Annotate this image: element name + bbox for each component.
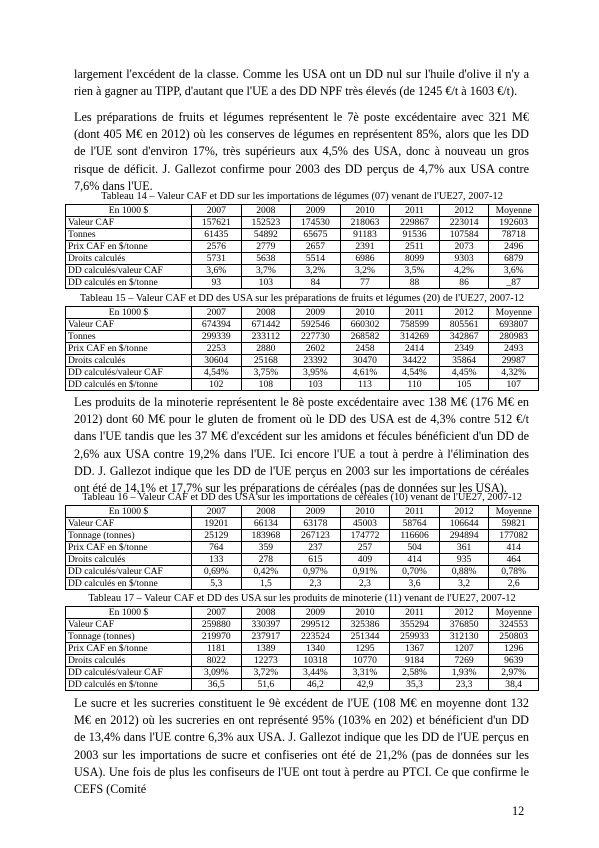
table-header-row bbox=[66, 607, 539, 619]
header-unit-cell: En 1000 $ bbox=[66, 205, 192, 217]
value-cell: 157621 bbox=[192, 217, 242, 229]
value-cell: 0,78% bbox=[489, 566, 539, 578]
value-cell: 9639 bbox=[489, 655, 539, 667]
value-cell: 237 bbox=[291, 542, 341, 554]
table-caption: Tableau 15 – Valeur CAF et DD des USA sur les préparations de fruits et légumes (20) de l'UE27, 2007-12 bbox=[79, 293, 525, 304]
paragraph-olive-oil: largement l'excédent de la classe. Comme les USA ont un DD nul sur l'huile d'olive il n'y a rien à gagner au TIPP, d'autant que l'UE a des DD NPF très élevés (de 1245 €/t à 1603 €/t). bbox=[74, 67, 529, 99]
row-label-cell: Droits calculés bbox=[66, 253, 192, 265]
value-cell: 361 bbox=[439, 542, 489, 554]
header-year-cell: 2009 bbox=[291, 607, 341, 619]
header-year-cell: 2008 bbox=[241, 205, 291, 217]
value-cell: 88 bbox=[390, 277, 440, 289]
row-label-cell: Prix CAF en $/tonne bbox=[66, 643, 192, 655]
header-year-cell: 2012 bbox=[439, 205, 489, 217]
value-cell: 376850 bbox=[439, 619, 489, 631]
header-unit-cell: En 1000 $ bbox=[66, 607, 192, 619]
value-cell: 3,75% bbox=[241, 367, 291, 379]
table-14-block bbox=[65, 191, 539, 289]
value-cell: 674394 bbox=[192, 319, 242, 331]
table-row bbox=[66, 367, 539, 379]
header-year-cell: 2010 bbox=[340, 205, 390, 217]
paragraph-milling-products: Les produits de la minoterie représentent le 8è poste excédentaire avec 138 M€ (176 M€ en 2012) dont 60 M€ pour le gluten de froment où le DD des USA est de 4,3% contre 512 €/t dans l'UE tandis que les 37 M€ d'excédent sur les amidons et fécules bénéficient d'un DD de 2,6% aux USA contre 19,2% dans l'UE. Ici encore l'UE a tout à perdre à l'élimination des DD. J. Gallezot indique que les DD de l'UE perçus en 2003 sur les importations de céréales ont été de 14,1% et 17,7% sur les préparations de céréales (pas de données sur les USA). bbox=[74, 395, 529, 496]
value-cell: 59821 bbox=[489, 518, 539, 530]
value-cell: 93 bbox=[192, 277, 242, 289]
value-cell: 35,3 bbox=[390, 679, 440, 691]
value-cell: 218063 bbox=[340, 217, 390, 229]
value-cell: 3,31% bbox=[340, 667, 390, 679]
value-cell: 91183 bbox=[340, 229, 390, 241]
value-cell: 3,6 bbox=[390, 578, 440, 590]
value-cell: 671442 bbox=[241, 319, 291, 331]
table-header-row bbox=[66, 205, 539, 217]
paragraph-fruit-vegetable-preparations: Les préparations de fruits et légumes représentent le 7è poste excédentaire avec 321 M€ (dont 405 M€ en 2012) où les conserves de légumes en représentent 85%, alors que les DD de l'UE sont d'environ 17%, très supérieurs aux 4,5% des USA, donc à nouveau un gros risque de déficit. J. Gallezot confirme pour 2003 des DD perçus de 4,7% aux USA contre 7,6% dans l'UE. bbox=[74, 110, 529, 193]
value-cell: 312130 bbox=[439, 631, 489, 643]
header-year-cell: 2009 bbox=[291, 205, 341, 217]
header-year-cell: 2007 bbox=[192, 607, 242, 619]
header-year-cell: 2011 bbox=[390, 506, 440, 518]
value-cell: 935 bbox=[439, 554, 489, 566]
data-table bbox=[65, 306, 539, 391]
value-cell: 1340 bbox=[291, 643, 341, 655]
value-cell: 592546 bbox=[291, 319, 341, 331]
value-cell: 250803 bbox=[489, 631, 539, 643]
value-cell: 409 bbox=[340, 554, 390, 566]
value-cell: 2414 bbox=[390, 343, 440, 355]
table-header-row bbox=[66, 506, 539, 518]
value-cell: 2,58% bbox=[390, 667, 440, 679]
value-cell: 325386 bbox=[340, 619, 390, 631]
value-cell: 1295 bbox=[340, 643, 390, 655]
value-cell: 299512 bbox=[291, 619, 341, 631]
header-year-cell: 2012 bbox=[439, 506, 489, 518]
value-cell: 3,2% bbox=[291, 265, 341, 277]
value-cell: 5638 bbox=[241, 253, 291, 265]
table-row bbox=[66, 655, 539, 667]
value-cell: 29987 bbox=[489, 355, 539, 367]
header-year-cell: 2008 bbox=[241, 607, 291, 619]
value-cell: 58764 bbox=[390, 518, 440, 530]
page-number: 12 bbox=[512, 804, 525, 818]
value-cell: 3,44% bbox=[291, 667, 341, 679]
value-cell: 2,6 bbox=[489, 578, 539, 590]
row-label-cell: Droits calculés bbox=[66, 655, 192, 667]
table-header-row bbox=[66, 307, 539, 319]
value-cell: 268582 bbox=[340, 331, 390, 343]
header-year-cell: Moyenne bbox=[489, 506, 539, 518]
value-cell: 330397 bbox=[241, 619, 291, 631]
value-cell: 36,5 bbox=[192, 679, 242, 691]
value-cell: 3,72% bbox=[241, 667, 291, 679]
value-cell: 102 bbox=[192, 379, 242, 391]
value-cell: 51,6 bbox=[241, 679, 291, 691]
value-cell: 91536 bbox=[390, 229, 440, 241]
value-cell: 219970 bbox=[192, 631, 242, 643]
value-cell: 42,9 bbox=[340, 679, 390, 691]
table-row bbox=[66, 542, 539, 554]
value-cell: 223014 bbox=[439, 217, 489, 229]
value-cell: 314269 bbox=[390, 331, 440, 343]
value-cell: 294894 bbox=[439, 530, 489, 542]
value-cell: 324553 bbox=[489, 619, 539, 631]
value-cell: 65675 bbox=[291, 229, 341, 241]
value-cell: 0,42% bbox=[241, 566, 291, 578]
value-cell: 229867 bbox=[390, 217, 440, 229]
header-year-cell: 2008 bbox=[241, 307, 291, 319]
value-cell: 116606 bbox=[390, 530, 440, 542]
value-cell: 3,09% bbox=[192, 667, 242, 679]
value-cell: 0,88% bbox=[439, 566, 489, 578]
value-cell: 4,2% bbox=[439, 265, 489, 277]
header-year-cell: 2007 bbox=[192, 307, 242, 319]
table-row bbox=[66, 343, 539, 355]
value-cell: 4,54% bbox=[192, 367, 242, 379]
table-row bbox=[66, 679, 539, 691]
table-row bbox=[66, 355, 539, 367]
row-label-cell: DD calculés/valeur CAF bbox=[66, 667, 192, 679]
row-label-cell: Valeur CAF bbox=[66, 619, 192, 631]
value-cell: 278 bbox=[241, 554, 291, 566]
table-16-block bbox=[65, 492, 539, 590]
table-row bbox=[66, 631, 539, 643]
header-year-cell: 2008 bbox=[241, 506, 291, 518]
value-cell: 414 bbox=[390, 554, 440, 566]
value-cell: 9303 bbox=[439, 253, 489, 265]
value-cell: 5731 bbox=[192, 253, 242, 265]
row-label-cell: Tonnes bbox=[66, 229, 192, 241]
row-label-cell: DD calculés en $/tonne bbox=[66, 679, 192, 691]
value-cell: 2779 bbox=[241, 241, 291, 253]
header-year-cell: Moyenne bbox=[489, 307, 539, 319]
value-cell: 299339 bbox=[192, 331, 242, 343]
table-15-block bbox=[65, 293, 539, 391]
row-label-cell: Prix CAF en $/tonne bbox=[66, 241, 192, 253]
value-cell: 3,7% bbox=[241, 265, 291, 277]
value-cell: 25129 bbox=[192, 530, 242, 542]
value-cell: 2073 bbox=[439, 241, 489, 253]
value-cell: 1181 bbox=[192, 643, 242, 655]
value-cell: 3,2% bbox=[340, 265, 390, 277]
row-label-cell: DD calculés en $/tonne bbox=[66, 379, 192, 391]
table-row bbox=[66, 265, 539, 277]
value-cell: 2458 bbox=[340, 343, 390, 355]
header-year-cell: 2011 bbox=[390, 205, 440, 217]
paragraph-sugar-confectionery: Le sucre et les sucreries constituent le 9è excédent de l'UE (108 M€ en moyenne dont 132 M€ en 2012) où les sucreries en ont représenté 95% (103% en 202) et bénéficient d'un DD de 13,4% dans l'UE contre 6,3% aux USA. J. Gallezot indique que les DD de l'UE perçus en 2003 sur les importations de sucre et confiseries ont été de 21,2% (pas de données sur les USA). Une fois de plus les confiseurs de l'UE ont tout à perdre au PTCI. Ce que confirme le CEFS (Comité bbox=[74, 696, 529, 797]
value-cell: 45003 bbox=[340, 518, 390, 530]
table-caption: Tableau 14 – Valeur CAF et DD sur les importations de légumes (07) venant de l'UE27, 2007-12 bbox=[101, 191, 503, 202]
header-year-cell: 2011 bbox=[390, 307, 440, 319]
value-cell: 7269 bbox=[439, 655, 489, 667]
value-cell: 183968 bbox=[241, 530, 291, 542]
value-cell: 174772 bbox=[340, 530, 390, 542]
row-label-cell: Tonnes bbox=[66, 331, 192, 343]
header-year-cell: 2007 bbox=[192, 506, 242, 518]
table-row bbox=[66, 578, 539, 590]
value-cell: 0,69% bbox=[192, 566, 242, 578]
table-row bbox=[66, 530, 539, 542]
table-row bbox=[66, 643, 539, 655]
header-year-cell: 2009 bbox=[291, 506, 341, 518]
table-caption: Tableau 17 – Valeur CAF et DD des USA sur les produits de minoterie (11) venant de l'UE27, 2007-12 bbox=[88, 593, 516, 604]
value-cell: 110 bbox=[390, 379, 440, 391]
header-year-cell: 2010 bbox=[340, 607, 390, 619]
table-row bbox=[66, 379, 539, 391]
table-row bbox=[66, 518, 539, 530]
value-cell: 12273 bbox=[241, 655, 291, 667]
value-cell: 464 bbox=[489, 554, 539, 566]
value-cell: 2602 bbox=[291, 343, 341, 355]
row-label-cell: Valeur CAF bbox=[66, 518, 192, 530]
header-unit-cell: En 1000 $ bbox=[66, 506, 192, 518]
table-row bbox=[66, 554, 539, 566]
value-cell: 251344 bbox=[340, 631, 390, 643]
value-cell: 152523 bbox=[241, 217, 291, 229]
value-cell: 174530 bbox=[291, 217, 341, 229]
value-cell: 1,93% bbox=[439, 667, 489, 679]
value-cell: 615 bbox=[291, 554, 341, 566]
value-cell: 3,6% bbox=[489, 265, 539, 277]
value-cell: 10770 bbox=[340, 655, 390, 667]
table-row bbox=[66, 331, 539, 343]
header-year-cell: Moyenne bbox=[489, 205, 539, 217]
value-cell: 0,91% bbox=[340, 566, 390, 578]
header-year-cell: 2009 bbox=[291, 307, 341, 319]
value-cell: 6986 bbox=[340, 253, 390, 265]
table-17-block bbox=[65, 593, 539, 691]
value-cell: 46,2 bbox=[291, 679, 341, 691]
value-cell: 3,2 bbox=[439, 578, 489, 590]
value-cell: 6879 bbox=[489, 253, 539, 265]
value-cell: 1296 bbox=[489, 643, 539, 655]
value-cell: 237917 bbox=[241, 631, 291, 643]
value-cell: 84 bbox=[291, 277, 341, 289]
table-row bbox=[66, 241, 539, 253]
value-cell: 3,6% bbox=[192, 265, 242, 277]
value-cell: 107 bbox=[489, 379, 539, 391]
value-cell: 1,5 bbox=[241, 578, 291, 590]
value-cell: 2511 bbox=[390, 241, 440, 253]
table-row bbox=[66, 566, 539, 578]
value-cell: 259933 bbox=[390, 631, 440, 643]
header-year-cell: 2007 bbox=[192, 205, 242, 217]
value-cell: 693807 bbox=[489, 319, 539, 331]
table-row bbox=[66, 253, 539, 265]
row-label-cell: DD calculés/valeur CAF bbox=[66, 367, 192, 379]
value-cell: 4,61% bbox=[340, 367, 390, 379]
value-cell: 5,3 bbox=[192, 578, 242, 590]
value-cell: 4,32% bbox=[489, 367, 539, 379]
value-cell: 4,54% bbox=[390, 367, 440, 379]
row-label-cell: Droits calculés bbox=[66, 355, 192, 367]
value-cell: 2493 bbox=[489, 343, 539, 355]
value-cell: 1389 bbox=[241, 643, 291, 655]
header-year-cell: 2010 bbox=[340, 307, 390, 319]
row-label-cell: DD calculés en $/tonne bbox=[66, 578, 192, 590]
header-year-cell: 2012 bbox=[439, 607, 489, 619]
value-cell: _87 bbox=[489, 277, 539, 289]
value-cell: 35864 bbox=[439, 355, 489, 367]
table-row bbox=[66, 229, 539, 241]
value-cell: 267123 bbox=[291, 530, 341, 542]
value-cell: 133 bbox=[192, 554, 242, 566]
value-cell: 108 bbox=[241, 379, 291, 391]
value-cell: 10318 bbox=[291, 655, 341, 667]
row-label-cell: Prix CAF en $/tonne bbox=[66, 542, 192, 554]
value-cell: 63178 bbox=[291, 518, 341, 530]
value-cell: 103 bbox=[291, 379, 341, 391]
value-cell: 2880 bbox=[241, 343, 291, 355]
value-cell: 30470 bbox=[340, 355, 390, 367]
value-cell: 233112 bbox=[241, 331, 291, 343]
value-cell: 223524 bbox=[291, 631, 341, 643]
value-cell: 103 bbox=[241, 277, 291, 289]
value-cell: 25168 bbox=[241, 355, 291, 367]
value-cell: 504 bbox=[390, 542, 440, 554]
value-cell: 61435 bbox=[192, 229, 242, 241]
value-cell: 5514 bbox=[291, 253, 341, 265]
value-cell: 3,95% bbox=[291, 367, 341, 379]
row-label-cell: Prix CAF en $/tonne bbox=[66, 343, 192, 355]
row-label-cell: Tonnage (tonnes) bbox=[66, 631, 192, 643]
value-cell: 77 bbox=[340, 277, 390, 289]
value-cell: 38,4 bbox=[489, 679, 539, 691]
table-row bbox=[66, 667, 539, 679]
value-cell: 280983 bbox=[489, 331, 539, 343]
value-cell: 8099 bbox=[390, 253, 440, 265]
value-cell: 355294 bbox=[390, 619, 440, 631]
row-label-cell: DD calculés en $/tonne bbox=[66, 277, 192, 289]
value-cell: 177082 bbox=[489, 530, 539, 542]
table-row bbox=[66, 319, 539, 331]
value-cell: 764 bbox=[192, 542, 242, 554]
value-cell: 758599 bbox=[390, 319, 440, 331]
value-cell: 2,97% bbox=[489, 667, 539, 679]
value-cell: 2496 bbox=[489, 241, 539, 253]
value-cell: 342867 bbox=[439, 331, 489, 343]
table-row bbox=[66, 217, 539, 229]
value-cell: 660302 bbox=[340, 319, 390, 331]
row-label-cell: DD calculés/valeur CAF bbox=[66, 265, 192, 277]
value-cell: 19201 bbox=[192, 518, 242, 530]
data-table bbox=[65, 606, 539, 691]
value-cell: 8022 bbox=[192, 655, 242, 667]
table-caption: Tableau 16 – Valeur CAF et DD des USA sur les importations de céréales (10) venant de l'UE27, 2007-12 bbox=[82, 492, 522, 503]
value-cell: 414 bbox=[489, 542, 539, 554]
value-cell: 105 bbox=[439, 379, 489, 391]
value-cell: 1207 bbox=[439, 643, 489, 655]
header-year-cell: Moyenne bbox=[489, 607, 539, 619]
row-label-cell: Valeur CAF bbox=[66, 319, 192, 331]
table-row bbox=[66, 619, 539, 631]
value-cell: 257 bbox=[340, 542, 390, 554]
data-table bbox=[65, 505, 539, 590]
value-cell: 2576 bbox=[192, 241, 242, 253]
value-cell: 106644 bbox=[439, 518, 489, 530]
value-cell: 54892 bbox=[241, 229, 291, 241]
header-year-cell: 2012 bbox=[439, 307, 489, 319]
data-table bbox=[65, 204, 539, 289]
header-year-cell: 2011 bbox=[390, 607, 440, 619]
value-cell: 113 bbox=[340, 379, 390, 391]
value-cell: 2,3 bbox=[340, 578, 390, 590]
row-label-cell: Valeur CAF bbox=[66, 217, 192, 229]
value-cell: 4,45% bbox=[439, 367, 489, 379]
value-cell: 107584 bbox=[439, 229, 489, 241]
value-cell: 86 bbox=[439, 277, 489, 289]
value-cell: 66134 bbox=[241, 518, 291, 530]
value-cell: 805561 bbox=[439, 319, 489, 331]
value-cell: 227730 bbox=[291, 331, 341, 343]
value-cell: 30604 bbox=[192, 355, 242, 367]
value-cell: 1367 bbox=[390, 643, 440, 655]
row-label-cell: Droits calculés bbox=[66, 554, 192, 566]
value-cell: 2,3 bbox=[291, 578, 341, 590]
value-cell: 2657 bbox=[291, 241, 341, 253]
value-cell: 359 bbox=[241, 542, 291, 554]
value-cell: 9184 bbox=[390, 655, 440, 667]
value-cell: 23392 bbox=[291, 355, 341, 367]
value-cell: 259880 bbox=[192, 619, 242, 631]
value-cell: 0,97% bbox=[291, 566, 341, 578]
value-cell: 2349 bbox=[439, 343, 489, 355]
value-cell: 78718 bbox=[489, 229, 539, 241]
value-cell: 0,70% bbox=[390, 566, 440, 578]
header-unit-cell: En 1000 $ bbox=[66, 307, 192, 319]
value-cell: 2253 bbox=[192, 343, 242, 355]
row-label-cell: DD calculés/valeur CAF bbox=[66, 566, 192, 578]
table-row bbox=[66, 277, 539, 289]
value-cell: 34422 bbox=[390, 355, 440, 367]
value-cell: 23,3 bbox=[439, 679, 489, 691]
header-year-cell: 2010 bbox=[340, 506, 390, 518]
value-cell: 192603 bbox=[489, 217, 539, 229]
row-label-cell: Tonnage (tonnes) bbox=[66, 530, 192, 542]
value-cell: 2391 bbox=[340, 241, 390, 253]
value-cell: 3,5% bbox=[390, 265, 440, 277]
